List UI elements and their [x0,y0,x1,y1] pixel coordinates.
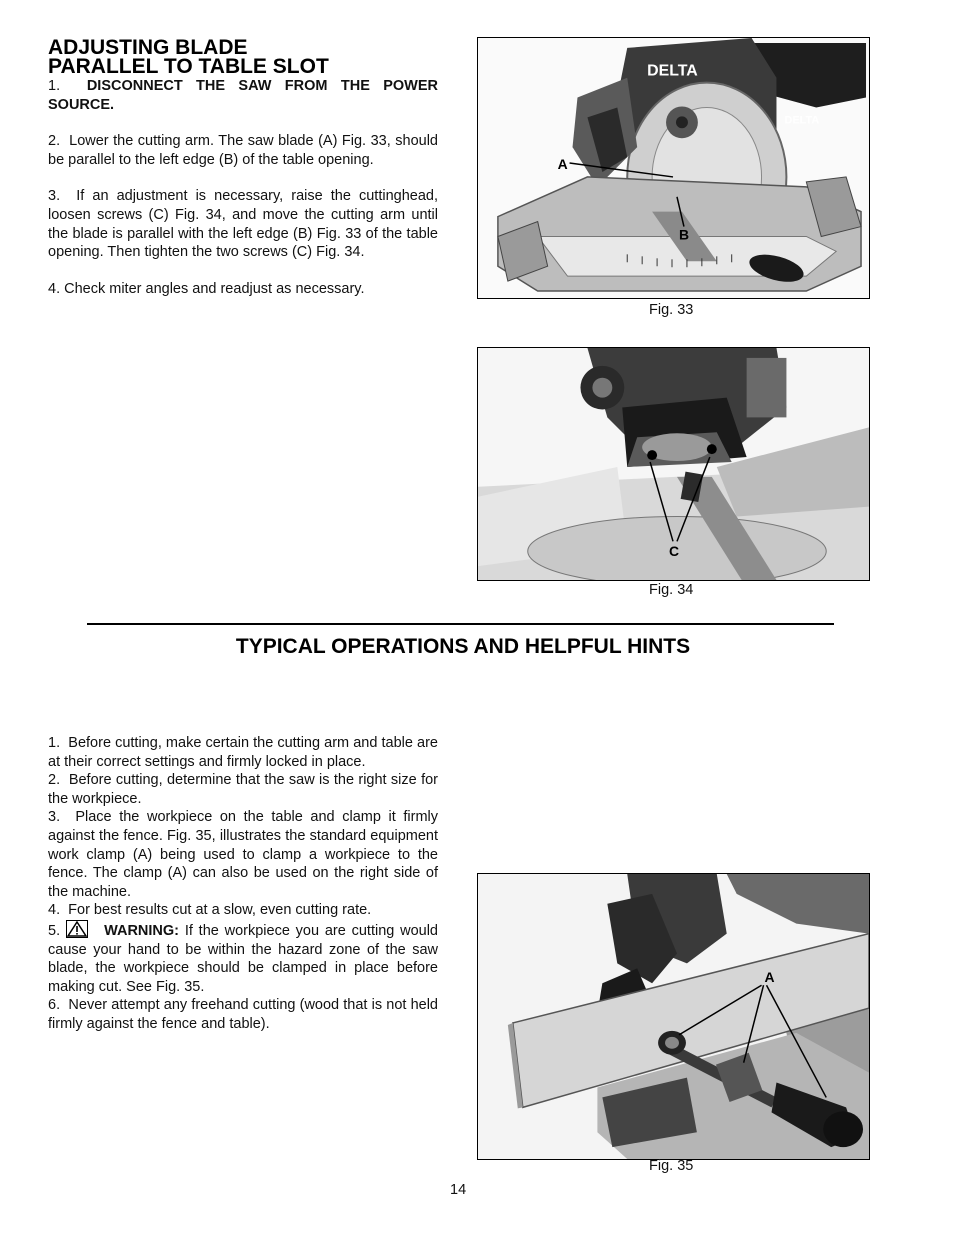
step-3 [48,808,438,901]
step-3 [48,187,438,261]
warning-label: WARNING: [104,922,180,939]
step-number: 1. [48,78,61,94]
step-4 [48,901,438,920]
miter-saw-blade-illustration [478,38,869,298]
fig-34-caption: Fig. 34 [649,582,694,598]
section-heading-typical-operations: TYPICAL OPERATIONS AND HELPFUL HINTS [235,635,691,658]
step-text: Check miter angles and readjust as necessary. [64,280,365,297]
step-text: Before cutting, determine that the saw is the right size for the workpiece. [48,772,438,807]
section1-steps [48,77,438,298]
step-number: 5. [48,922,61,939]
heading-line-1: ADJUSTING BLADE [48,36,248,59]
delta-logo-text-small: DELTA [784,114,820,127]
section-heading-adjusting-blade [48,38,448,76]
step-number: 1. [48,735,61,751]
step-number: 3. [48,188,61,205]
step-number: 3. [48,809,61,826]
step-text: For best results cut at a slow, even cutting rate. [68,902,372,919]
label-a: A [557,156,568,172]
step-text: Before cutting, make certain the cutting arm and table are at their correct settings and firmly locked in place. [48,735,438,770]
step-6 [48,996,438,1033]
figure-35-image [477,873,870,1160]
step-text: DISCONNECT THE SAW FROM THE POWER SOURCE. [48,78,439,113]
delta-logo-text: DELTA [647,62,698,80]
step-5-warning [48,920,438,996]
step-text: Place the workpiece on the table and clamp it firmly against the fence. Fig. 35, illustrates the standard equipment work clamp (A) being used to clamp a workpiece to the fence. The clamp (A) can also be used on the right side of the machine. [48,809,438,900]
section2-steps [48,734,438,1034]
label-b: B [678,226,690,243]
step-2 [48,771,438,808]
step-number: 4. [48,280,61,297]
fig-35-caption: Fig. 35 [649,1158,694,1174]
step-text: If an adjustment is necessary, raise the cuttinghead, loosen screws (C) Fig. 34, and move the cutting arm until the blade is parallel with the left edge (B) Fig. 33 of the table opening. Then tighten the two screws (C) Fig. 34. [48,188,438,261]
figure-34-image [477,347,870,581]
step-number: 4. [48,902,61,919]
section-divider [87,623,834,625]
step-text: Lower the cutting arm. The saw blade (A) Fig. 33, should be parallel to the left edge (B) of the table opening. [48,133,438,168]
step-number: 2. [48,772,61,789]
label-a: A [764,969,775,986]
heading-line-2: PARALLEL TO TABLE SLOT [48,55,329,78]
step-text: If the workpiece you are cutting would cause your hand to be within the hazard zone of the saw blade, the workpiece should be clamped in place before making cut. See Fig. 35. [48,922,438,995]
step-2 [48,132,438,169]
step-4 [48,280,438,299]
work-clamp-illustration [478,874,869,1159]
page-number: 14 [450,1182,467,1198]
step-1 [48,77,438,114]
step-1 [48,734,438,771]
warning-triangle-icon [66,920,88,938]
step-text: Never attempt any freehand cutting (wood that is not held firmly against the fence and table). [48,997,438,1032]
fig-33-caption: Fig. 33 [649,302,694,318]
miter-saw-screws-illustration [478,348,869,580]
label-c: C [669,543,680,560]
figure-33-image [477,37,870,299]
step-number: 6. [48,997,61,1014]
step-number: 2. [48,133,61,150]
